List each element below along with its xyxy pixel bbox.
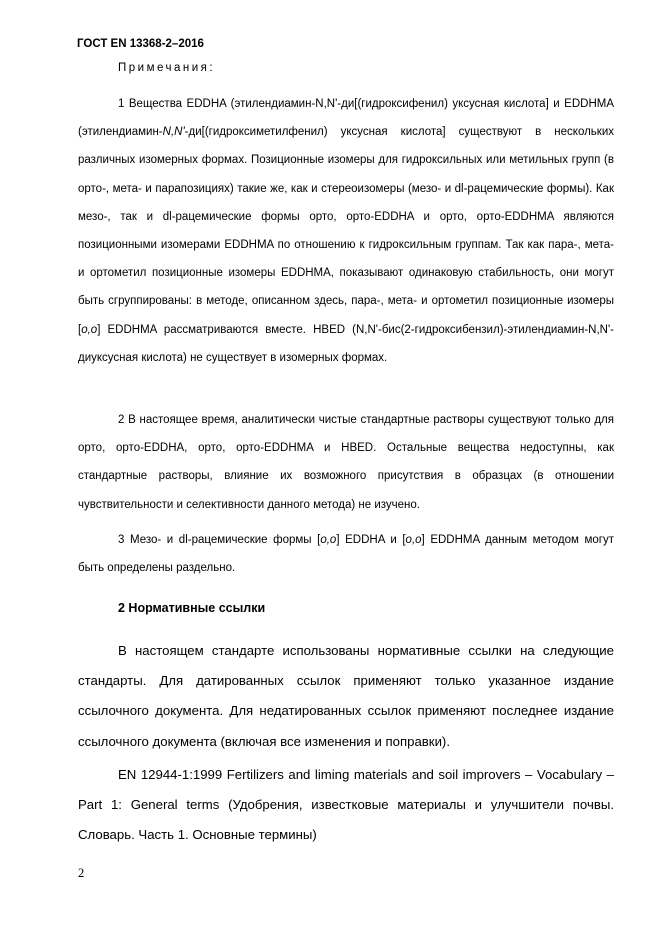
refs-intro-text: В настоящем стандарте использованы нормативные ссылки на следующие стандарты. Для датированных ссылок применяют только указанное издание ссылочного документа. Для недатированных ссылок применяют последнее издание ссылочного документа (включая все изменения и поправки). bbox=[78, 643, 614, 749]
note-1-rest: -ди[(гидроксиметилфенил) уксусная кислота] существуют в нескольких различных изомерных формах. Позиционные изомеры для гидроксильных или метильных групп (в орто-, мета- и парапозициях) такие же, как и стереоизомеры (мезо- и dl-рацемические формы). Как мезо-, так и dl-рацемические формы орто, орто-EDDHA и орто, орто-EDDHMA являются позиционными изомерами EDDHMA по отношению к гидроксильным группам. Так как пара-, мета- и ортометил позиционные изомеры EDDHMA, показывают одинаковую стабильность, они могут быть сгруппированы: в методе, описанном здесь, пара-, мета- и ортометил позиционные изомеры [ bbox=[78, 126, 614, 336]
ref-en12944 bbox=[78, 760, 614, 851]
document-header: ГОСТ EN 13368-2–2016 bbox=[77, 38, 204, 50]
note-3-c: ] EDDHMA данным методом могут быть определены раздельно. bbox=[78, 534, 614, 575]
note-3 bbox=[78, 526, 614, 582]
ref-en12944-text: EN 12944-1:1999 Fertilizers and liming materials and soil improvers – Vocabulary – Part 1: General terms (Удобрения, известковые материалы и улучшители почвы. Словарь. Часть 1. Основные термины) bbox=[78, 767, 614, 843]
note-1-lead: 1 Вещества EDDHA (этилендиамин-N,N'-ди[(гидроксифенил) уксусная кислота] и EDDHMA (этилендиамин- bbox=[78, 98, 614, 139]
refs-intro bbox=[78, 636, 614, 757]
note-3-oo2: o,o bbox=[405, 534, 422, 546]
note-3-b: ] EDDHA и [ bbox=[336, 534, 406, 546]
note-1-tail: ] EDDHMA рассматриваются вместе. HBED (N,N'-бис(2-гидроксибензил)-этилендиамин-N,N'-диуксусная кислота) не существует в изомерных формах. bbox=[78, 323, 614, 364]
page-number: 2 bbox=[78, 866, 85, 880]
note-2 bbox=[78, 406, 614, 519]
note-3-a: 3 Мезо- и dl-рацемические формы [ bbox=[118, 534, 321, 546]
note-1-italic: N,N' bbox=[162, 126, 185, 139]
note-3-oo1: o,o bbox=[320, 534, 337, 546]
notes-heading: Примечания: bbox=[118, 62, 216, 74]
note-1 bbox=[78, 90, 614, 372]
note-1-oo: o,o bbox=[81, 323, 98, 336]
note-2-text: 2 В настоящее время, аналитически чистые стандартные растворы существуют только для орто, орто-EDDHA, орто, орто-EDDHMA и HBED. Остальные вещества недоступны, как стандартные растворы, влияние их возможного присутствия в образцах (в отношении чувствительности и селективности данного метода) не изучено. bbox=[78, 414, 614, 511]
section-title: 2 Нормативные ссылки bbox=[118, 601, 266, 615]
